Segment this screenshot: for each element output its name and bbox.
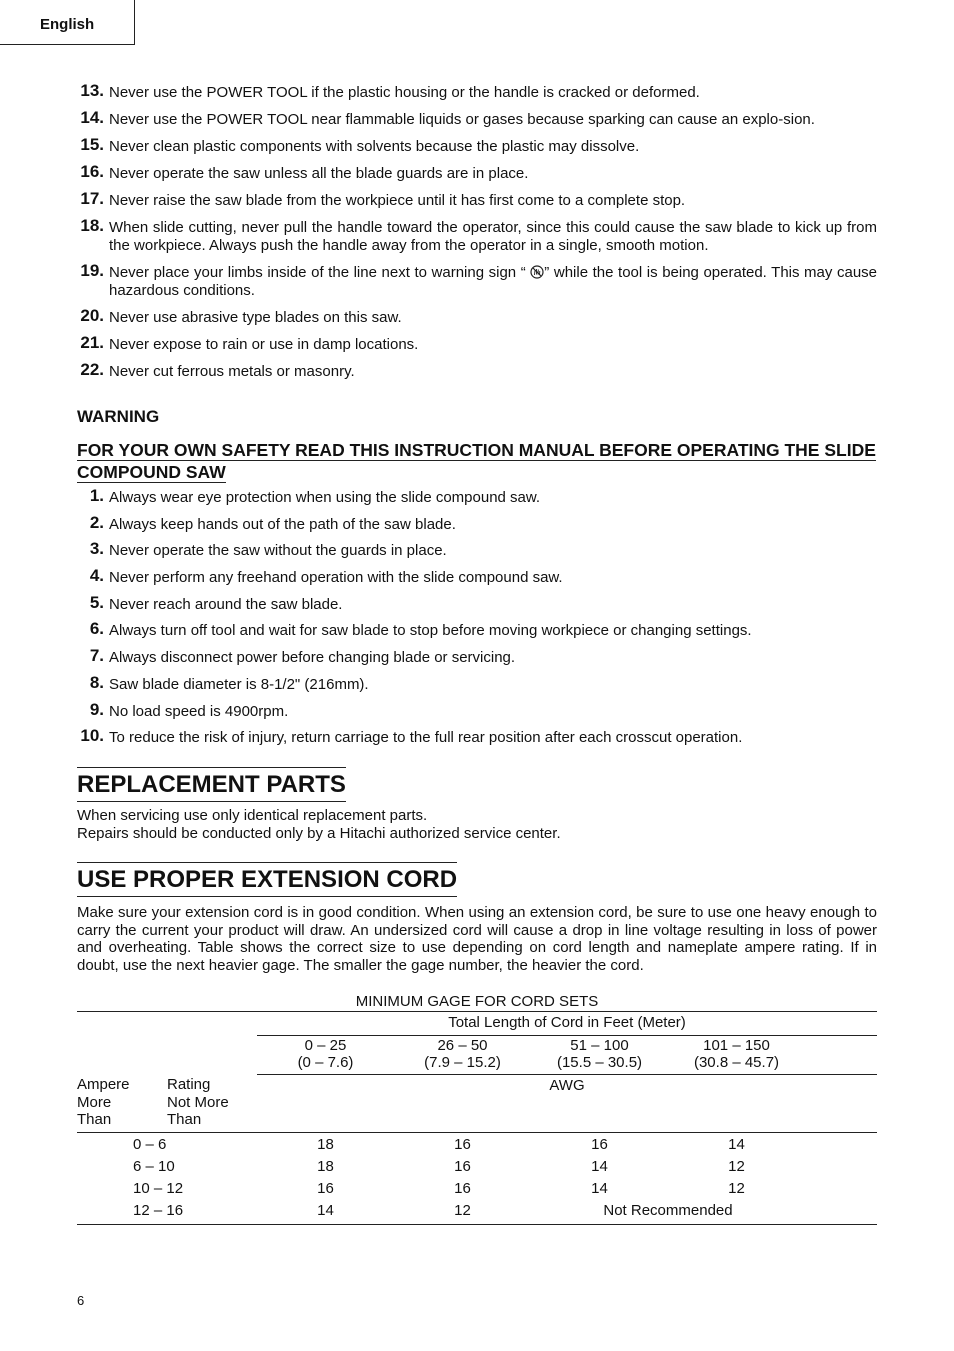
list-item: 2. Always keep hands out of the path of the saw blade. <box>89 512 456 533</box>
list-item: 16. Never operate the saw unless all the blade guards are in place. <box>80 162 529 182</box>
language-label: English <box>40 16 95 33</box>
section-title: REPLACEMENT PARTS <box>77 767 346 802</box>
list-item: 6. Always turn off tool and wait for saw blade to stop before moving workpiece or changing settings. <box>89 619 752 640</box>
rating-not-more-header: Rating Not More Than <box>167 1074 257 1132</box>
length-column: 101 – 150 (30.8 – 45.7) <box>668 1035 805 1074</box>
no-hands-warning-icon <box>530 265 544 279</box>
paragraph: Make sure your extension cord is in good condition. When using an extension cord, be sure to use one heavy enough to carry the current your product will draw. An undersized cord will cause a drop in line voltage resulting in loss of power and overheating. Table shows the correct size to use depending on cord length and nameplate ampere rating. If in doubt, use the next heavier gage. The smaller the gage number, the heavier the cord. <box>77 903 877 975</box>
list-item: 17. Never raise the saw blade from the workpiece until it has first come to a complete stop. <box>80 189 686 209</box>
warning-list <box>77 486 877 747</box>
table-row: 6 – 10 18 16 14 12 <box>133 1158 745 1176</box>
paragraph: When servicing use only identical replacement parts. Repairs should be conducted only by a Hitachi authorized service center. <box>77 807 561 842</box>
list-item: 14. Never use the POWER TOOL near flammable liquids or gases because sparking can cause an explo-sion. <box>80 108 815 128</box>
list-item: 10. To reduce the risk of injury, return carriage to the full rear position after each crosscut operation. <box>80 726 743 747</box>
page-number: 6 <box>77 1293 85 1308</box>
table-caption: MINIMUM GAGE FOR CORD SETS <box>77 993 877 1012</box>
list-item: 22. Never cut ferrous metals or masonry. <box>80 360 355 380</box>
warning-subheading: FOR YOUR OWN SAFETY READ THIS INSTRUCTION MANUAL BEFORE OPERATING THE SLIDE COMPOUND SAW <box>77 440 876 482</box>
list-item: 21. Never expose to rain or use in damp locations. <box>80 333 419 353</box>
replacement-parts-section <box>77 767 877 843</box>
list-item: 7. Always disconnect power before changing blade or servicing. <box>89 646 516 667</box>
extension-cord-section <box>77 862 877 975</box>
table-row: 10 – 12 16 16 14 12 <box>133 1180 745 1198</box>
not-recommended-cell: Not Recommended <box>531 1202 805 1225</box>
length-header: Total Length of Cord in Feet (Meter) <box>257 1012 877 1036</box>
cord-gage-table <box>77 993 877 1226</box>
list-item: 3. Never operate the saw without the guards in place. <box>89 539 447 560</box>
language-tab <box>0 0 135 45</box>
table-row: 12 – 16 14 12 Not Recommended <box>77 1202 877 1225</box>
list-item: 1. Always wear eye protection when using the slide compound saw. <box>89 486 541 506</box>
page-content <box>77 81 877 1225</box>
warning-heading: WARNING <box>77 407 160 426</box>
list-item: 15. Never clean plastic components with solvents because the plastic may dissolve. <box>80 135 640 155</box>
list-item: 19. Never place your limbs inside of the line next to warning sign “ ” while the tool is being operated. This may cause hazardous conditions. <box>80 261 877 299</box>
length-column: 51 – 100 (15.5 – 30.5) <box>531 1035 668 1074</box>
list-item: 13. Never use the POWER TOOL if the plastic housing or the handle is cracked or deformed. <box>80 81 700 101</box>
table-row: 0 – 6 18 16 16 14 <box>133 1136 745 1154</box>
awg-header: AWG <box>257 1074 877 1132</box>
list-item: 18. When slide cutting, never pull the handle toward the operator, since this could cause the saw blade to kick up from the workpiece. Always push the handle away from the operator in a single, smooth motion. <box>80 216 877 254</box>
length-column: 26 – 50 (7.9 – 15.2) <box>394 1035 531 1074</box>
list-item: 8. Saw blade diameter is 8-1/2" (216mm). <box>89 672 369 693</box>
list-item: 4. Never perform any freehand operation with the slide compound saw. <box>89 566 563 587</box>
section-title: USE PROPER EXTENSION CORD <box>77 862 457 897</box>
list-item: 5. Never reach around the saw blade. <box>89 592 343 613</box>
list-item: 9. No load speed is 4900rpm. <box>89 699 289 720</box>
list-item: 20. Never use abrasive type blades on this saw. <box>80 306 402 326</box>
ampere-more-than-header: Ampere More Than <box>77 1074 167 1132</box>
length-column: 0 – 25 (0 – 7.6) <box>257 1035 394 1074</box>
safety-list-continued <box>77 81 877 381</box>
